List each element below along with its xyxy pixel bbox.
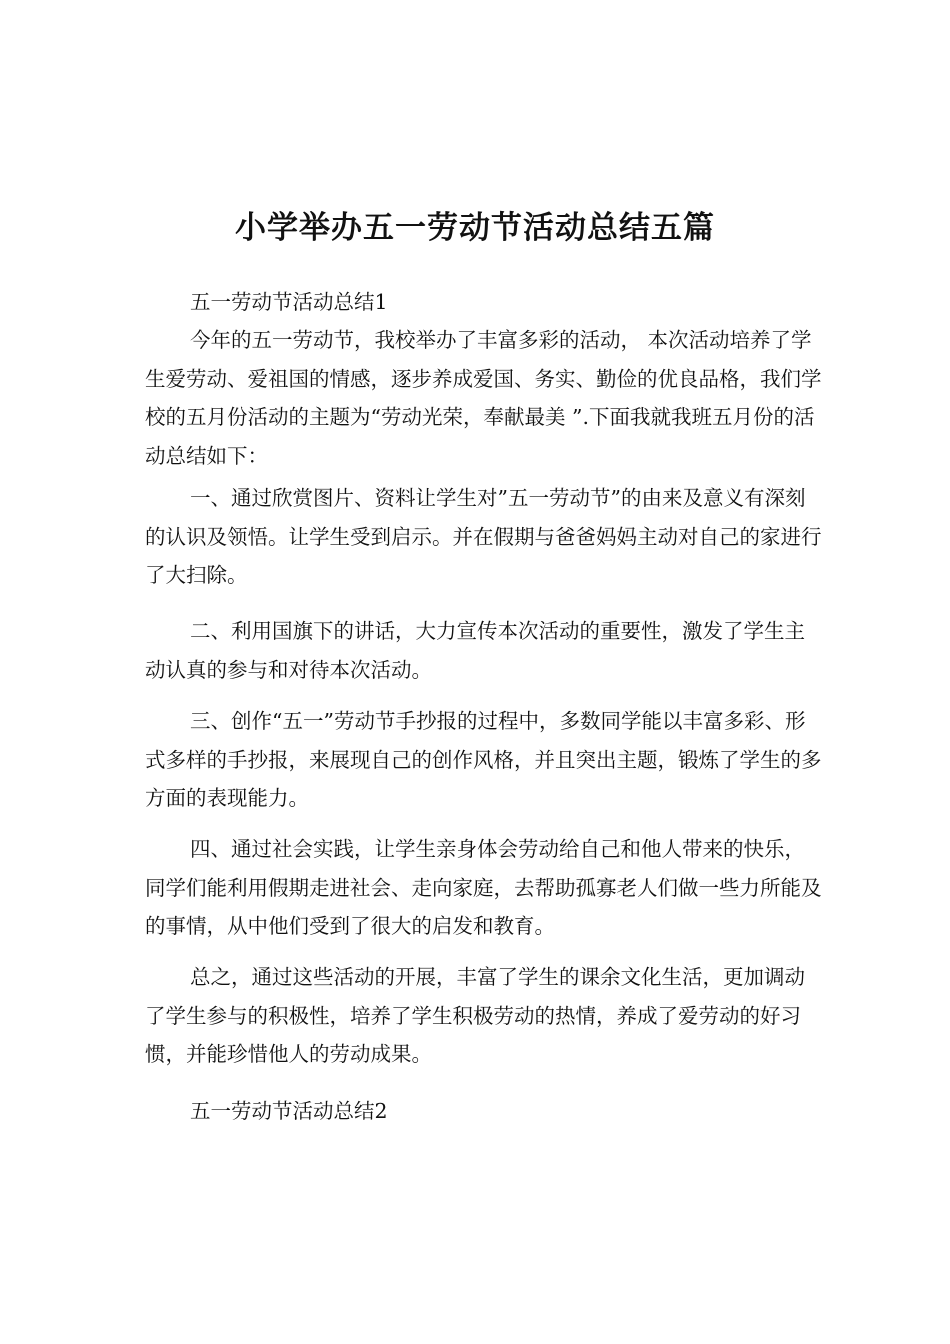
point-3-paragraph: 三、创作“五一”劳动节手抄报的过程中，多数同学能以丰富多彩、形式多样的手抄报，来展现自己的创作风格，并且突出主题，锻炼了学生的多方面的表现能力。 — [145, 709, 822, 810]
section-heading-1: 五一劳动节活动总结1 — [190, 290, 388, 314]
intro-paragraph: 今年的五一劳动节，我校举办了丰富多彩的活动， 本次活动培养了学生爱劳动、爱祖国的情感，逐步养成爱国、务实、勤俭的优良品格，我们学校的五月份活动的主题为“劳动光荣，奉献最美 ”.下面我就我班五月份的活动总结如下： — [145, 328, 822, 468]
conclusion-paragraph: 总之，通过这些活动的开展，丰富了学生的课余文化生活，更加调动了学生参与的积极性，培养了学生积极劳动的热情，养成了爱劳动的好习惯，并能珍惜他人的劳动成果。 — [145, 965, 805, 1066]
section-heading-2: 五一劳动节活动总结2 — [190, 1099, 388, 1123]
point-4-paragraph: 四、通过社会实践，让学生亲身体会劳动给自己和他人带来的快乐，同学们能利用假期走进社会、走向家庭，去帮助孤寡老人们做一些力所能及的事情，从中他们受到了很大的启发和教育。 — [145, 837, 822, 938]
point-1-paragraph: 一、通过欣赏图片、资料让学生对”五一劳动节”的由来及意义有深刻的认识及领悟。让学生受到启示。并在假期与爸爸妈妈主动对自己的家进行了大扫除。 — [145, 486, 822, 587]
document-title: 小学举办五一劳动节活动总结五篇 — [235, 210, 715, 246]
point-2-paragraph: 二、利用国旗下的讲话，大力宣传本次活动的重要性，激发了学生主动认真的参与和对待本次活动。 — [145, 619, 805, 682]
